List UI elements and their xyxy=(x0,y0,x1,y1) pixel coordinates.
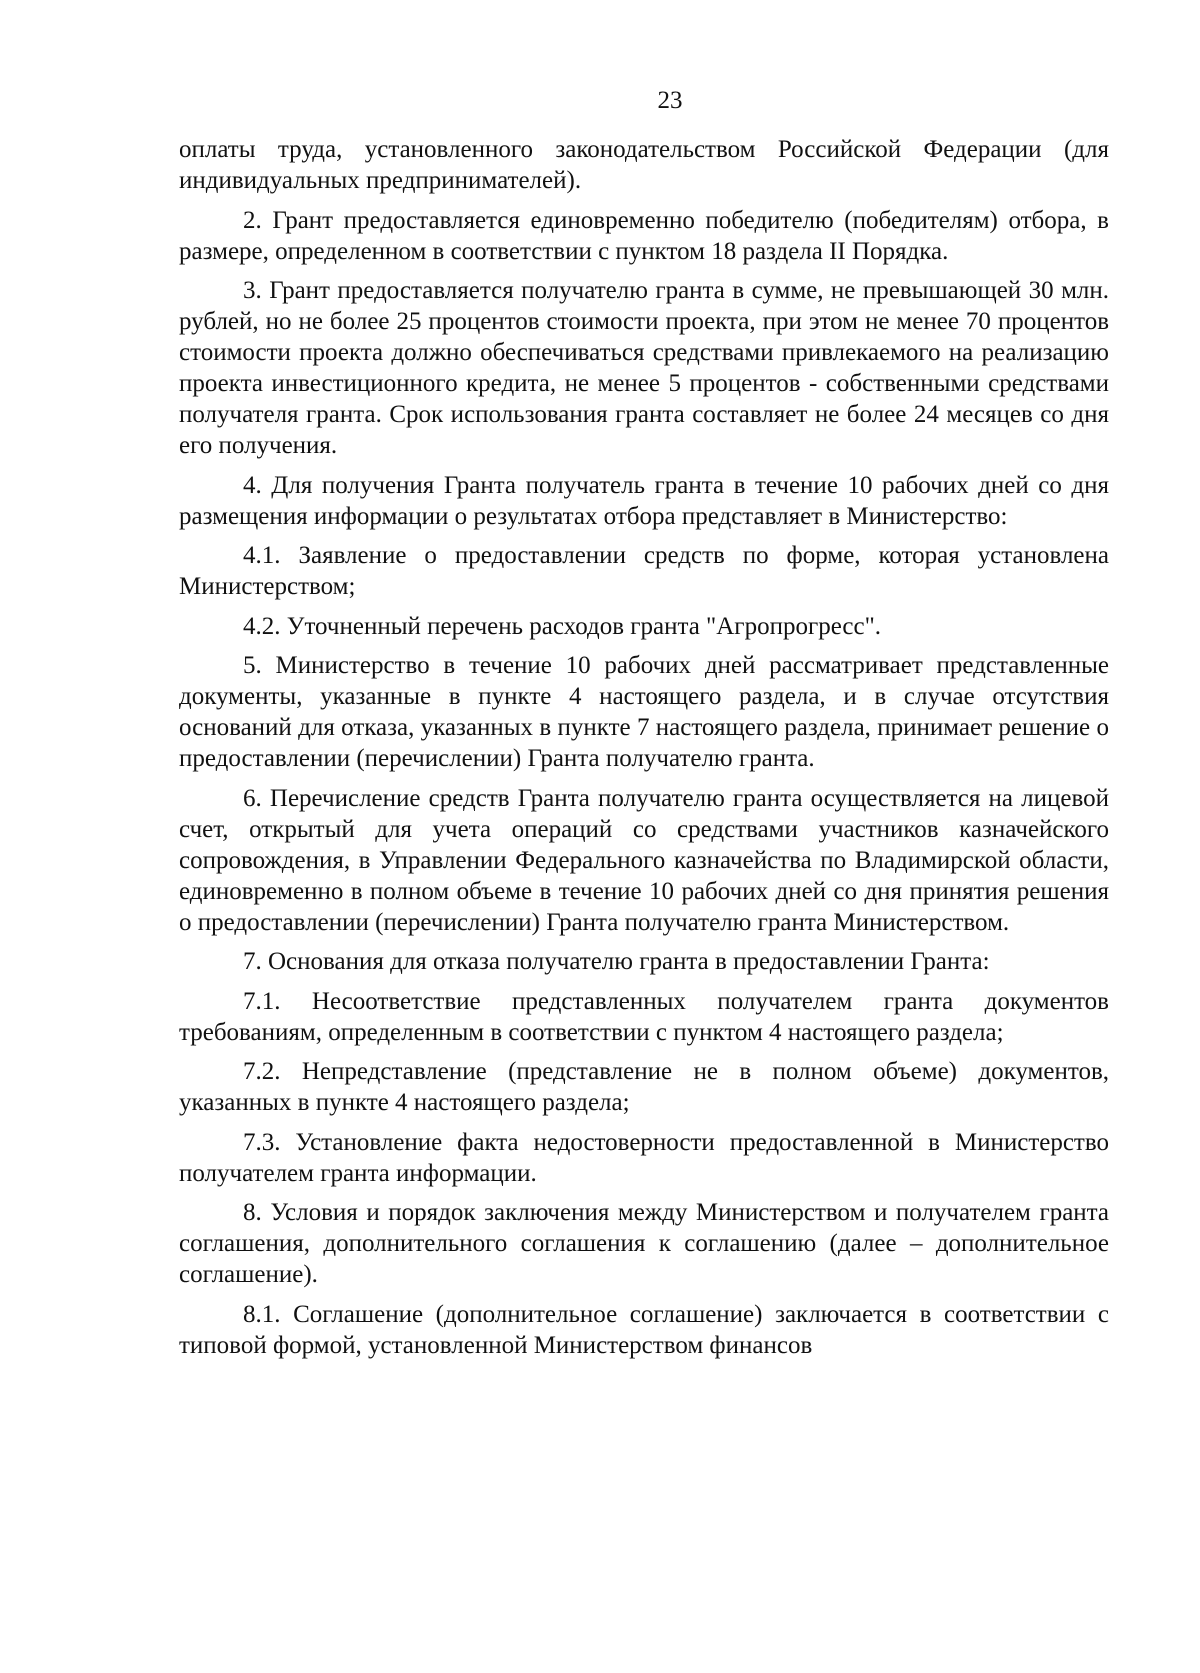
paragraph-8: 8. Условия и порядок заключения между Министерством и получателем гранта соглашения, дополнительного соглашения к соглашению (далее – дополнительное соглашение). xyxy=(179,1199,1109,1288)
paragraph-7-3: 7.3. Установление факта недостоверности предоставленной в Министерство получателем гранта информации. xyxy=(179,1128,1109,1187)
paragraph-5: 5. Министерство в течение 10 рабочих дней рассматривает представленные документы, указанные в пункте 4 настоящего раздела, и в случае отсутствия оснований для отказа, указанных в пункте 7 настоящего раздела, принимает решение о предоставлении (перечислении) Гранта получателю гранта. xyxy=(179,652,1109,772)
paragraph-7: 7. Основания для отказа получателю гранта в предоставлении Гранта: xyxy=(243,948,990,975)
paragraph-4-1: 4.1. Заявление о предоставлении средств по форме, которая установлена Министерством; xyxy=(179,542,1109,600)
paragraph-continuation: оплаты труда, установленного законодательством Российской Федерации (для индивидуальных предпринимателей). xyxy=(179,136,1109,194)
paragraph-7-1: 7.1. Несоответствие представленных получателем гранта документов требованиям, определенным в соответствии с пунктом 4 настоящего раздела; xyxy=(179,987,1109,1046)
paragraph-4: 4. Для получения Гранта получатель гранта в течение 10 рабочих дней со дня размещения информации о результатах отбора представляет в Министерство: xyxy=(179,471,1109,530)
page-number: 23 xyxy=(657,87,683,114)
paragraph-7-2: 7.2. Непредставление (представление не в полном объеме) документов, указанных в пункте 4 настоящего раздела; xyxy=(179,1058,1109,1116)
paragraph-2: 2. Грант предоставляется единовременно победителю (победителям) отбора, в размере, определенном в соответствии с пунктом 18 раздела II Порядка. xyxy=(179,206,1109,265)
document-body xyxy=(179,134,1109,1369)
paragraph-4-2: 4.2. Уточненный перечень расходов гранта "Агропрогресс". xyxy=(243,612,882,640)
paragraph-3: 3. Грант предоставляется получателю гранта в сумме, не превышающей 30 млн. рублей, но не более 25 процентов стоимости проекта, при этом не менее 70 процентов стоимости проекта должно обеспечиваться средствами привлекаемого на реализацию проекта инвестиционного кредита, не менее 5 процентов - собственными средствами получателя гранта. Срок использования гранта составляет не более 24 месяцев со дня его получения. xyxy=(179,277,1109,459)
paragraph-8-1: 8.1. Соглашение (дополнительное соглашение) заключается в соответствии с типовой формой, установленной Министерством финансов xyxy=(179,1300,1109,1359)
paragraph-6: 6. Перечисление средств Гранта получателю гранта осуществляется на лицевой счет, открытый для учета операций со средствами участников казначейского сопровождения, в Управлении Федерального казначейства по Владимирской области, единовременно в полном объеме в течение 10 рабочих дней со дня принятия решения о предоставлении (перечислении) Гранта получателю гранта Министерством. xyxy=(179,784,1109,936)
